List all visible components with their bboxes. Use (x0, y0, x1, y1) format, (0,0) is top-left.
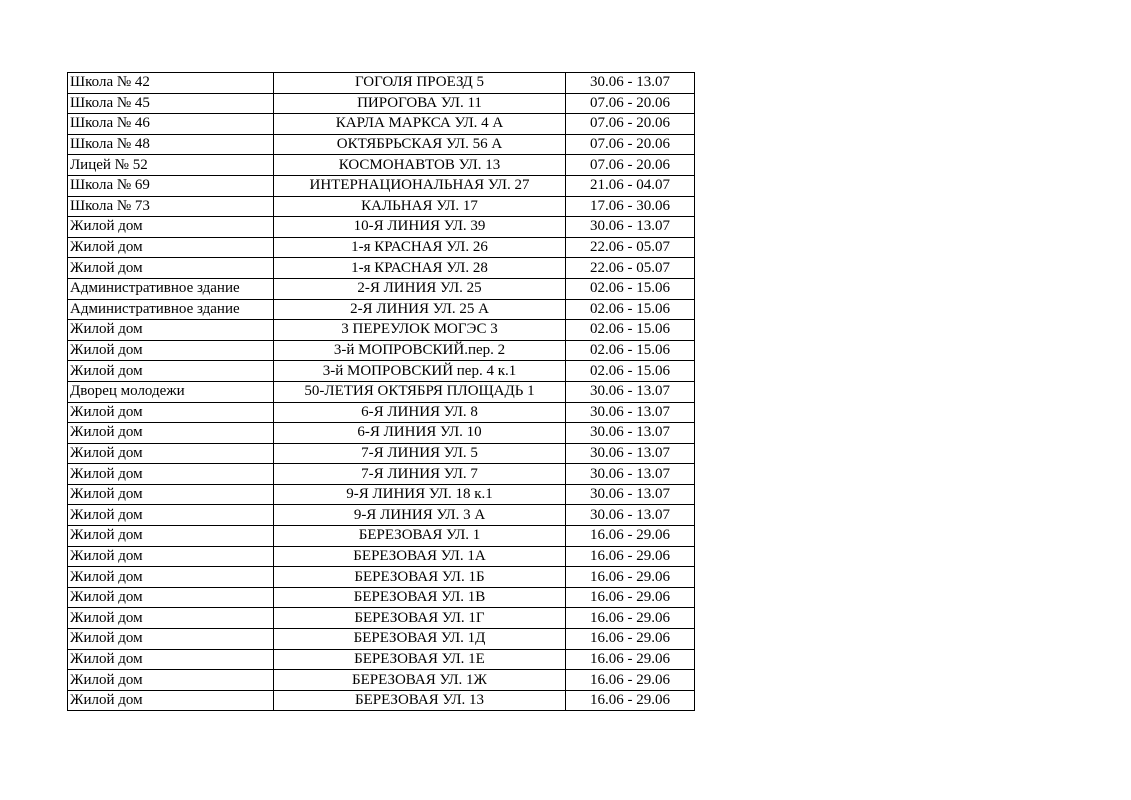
period-cell: 02.06 - 15.06 (566, 320, 695, 341)
period-cell: 07.06 - 20.06 (566, 155, 695, 176)
address-cell: БЕРЕЗОВАЯ УЛ. 13 (274, 690, 566, 711)
address-cell: ПИРОГОВА УЛ. 11 (274, 93, 566, 114)
table-row (68, 526, 695, 547)
object-name-cell: Школа № 42 (68, 73, 274, 94)
period-cell: 21.06 - 04.07 (566, 175, 695, 196)
table-row (68, 196, 695, 217)
object-name-cell: Жилой дом (68, 237, 274, 258)
address-cell: 50-ЛЕТИЯ ОКТЯБРЯ ПЛОЩАДЬ 1 (274, 381, 566, 402)
period-cell: 16.06 - 29.06 (566, 629, 695, 650)
period-cell: 30.06 - 13.07 (566, 464, 695, 485)
address-cell: БЕРЕЗОВАЯ УЛ. 1 (274, 526, 566, 547)
period-cell: 16.06 - 29.06 (566, 670, 695, 691)
object-name-cell: Жилой дом (68, 402, 274, 423)
period-cell: 30.06 - 13.07 (566, 443, 695, 464)
period-cell: 16.06 - 29.06 (566, 649, 695, 670)
period-cell: 30.06 - 13.07 (566, 402, 695, 423)
address-cell: 10-Я ЛИНИЯ УЛ. 39 (274, 217, 566, 238)
period-cell: 07.06 - 20.06 (566, 114, 695, 135)
table-row (68, 629, 695, 650)
period-cell: 17.06 - 30.06 (566, 196, 695, 217)
table-row (68, 361, 695, 382)
table-row (68, 278, 695, 299)
object-name-cell: Жилой дом (68, 649, 274, 670)
address-cell: БЕРЕЗОВАЯ УЛ. 1А (274, 546, 566, 567)
object-name-cell: Жилой дом (68, 340, 274, 361)
period-cell: 02.06 - 15.06 (566, 278, 695, 299)
object-name-cell: Школа № 69 (68, 175, 274, 196)
address-cell: 6-Я ЛИНИЯ УЛ. 10 (274, 423, 566, 444)
object-name-cell: Жилой дом (68, 587, 274, 608)
address-cell: БЕРЕЗОВАЯ УЛ. 1Е (274, 649, 566, 670)
table-row (68, 423, 695, 444)
object-name-cell: Жилой дом (68, 670, 274, 691)
period-cell: 30.06 - 13.07 (566, 484, 695, 505)
address-cell: БЕРЕЗОВАЯ УЛ. 1Д (274, 629, 566, 650)
address-cell: БЕРЕЗОВАЯ УЛ. 1Б (274, 567, 566, 588)
object-name-cell: Школа № 45 (68, 93, 274, 114)
period-cell: 30.06 - 13.07 (566, 217, 695, 238)
period-cell: 02.06 - 15.06 (566, 299, 695, 320)
table-row (68, 134, 695, 155)
table-row (68, 93, 695, 114)
table-row (68, 587, 695, 608)
period-cell: 16.06 - 29.06 (566, 690, 695, 711)
object-name-cell: Дворец молодежи (68, 381, 274, 402)
table-row (68, 381, 695, 402)
table-row (68, 217, 695, 238)
object-name-cell: Жилой дом (68, 320, 274, 341)
object-name-cell: Жилой дом (68, 608, 274, 629)
address-cell: 1-я КРАСНАЯ УЛ. 28 (274, 258, 566, 279)
schedule-table (67, 72, 695, 711)
period-cell: 22.06 - 05.07 (566, 258, 695, 279)
period-cell: 02.06 - 15.06 (566, 340, 695, 361)
table-row (68, 402, 695, 423)
table-row (68, 155, 695, 176)
object-name-cell: Жилой дом (68, 526, 274, 547)
table-row (68, 73, 695, 94)
period-cell: 07.06 - 20.06 (566, 134, 695, 155)
table-row (68, 505, 695, 526)
table-row (68, 464, 695, 485)
address-cell: 3-й МОПРОВСКИЙ.пер. 2 (274, 340, 566, 361)
table-row (68, 670, 695, 691)
object-name-cell: Жилой дом (68, 629, 274, 650)
object-name-cell: Лицей № 52 (68, 155, 274, 176)
period-cell: 16.06 - 29.06 (566, 567, 695, 588)
object-name-cell: Жилой дом (68, 423, 274, 444)
address-cell: КОСМОНАВТОВ УЛ. 13 (274, 155, 566, 176)
address-cell: ИНТЕРНАЦИОНАЛЬНАЯ УЛ. 27 (274, 175, 566, 196)
object-name-cell: Школа № 46 (68, 114, 274, 135)
address-cell: 3 ПЕРЕУЛОК МОГЭС 3 (274, 320, 566, 341)
address-cell: БЕРЕЗОВАЯ УЛ. 1Г (274, 608, 566, 629)
period-cell: 16.06 - 29.06 (566, 546, 695, 567)
table-row (68, 175, 695, 196)
object-name-cell: Административное здание (68, 299, 274, 320)
address-cell: КАЛЬНАЯ УЛ. 17 (274, 196, 566, 217)
table-row (68, 340, 695, 361)
address-cell: БЕРЕЗОВАЯ УЛ. 1Ж (274, 670, 566, 691)
address-cell: БЕРЕЗОВАЯ УЛ. 1В (274, 587, 566, 608)
address-cell: 7-Я ЛИНИЯ УЛ. 5 (274, 443, 566, 464)
table-row (68, 567, 695, 588)
address-cell: 9-Я ЛИНИЯ УЛ. 18 к.1 (274, 484, 566, 505)
table-row (68, 649, 695, 670)
address-cell: 1-я КРАСНАЯ УЛ. 26 (274, 237, 566, 258)
address-cell: ОКТЯБРЬСКАЯ УЛ. 56 А (274, 134, 566, 155)
table-row (68, 608, 695, 629)
table-row (68, 299, 695, 320)
table-row (68, 258, 695, 279)
period-cell: 02.06 - 15.06 (566, 361, 695, 382)
period-cell: 22.06 - 05.07 (566, 237, 695, 258)
object-name-cell: Жилой дом (68, 443, 274, 464)
period-cell: 16.06 - 29.06 (566, 587, 695, 608)
object-name-cell: Жилой дом (68, 567, 274, 588)
table-row (68, 237, 695, 258)
object-name-cell: Жилой дом (68, 361, 274, 382)
period-cell: 30.06 - 13.07 (566, 505, 695, 526)
period-cell: 07.06 - 20.06 (566, 93, 695, 114)
object-name-cell: Школа № 73 (68, 196, 274, 217)
period-cell: 16.06 - 29.06 (566, 608, 695, 629)
address-cell: КАРЛА МАРКСА УЛ. 4 А (274, 114, 566, 135)
period-cell: 16.06 - 29.06 (566, 526, 695, 547)
object-name-cell: Жилой дом (68, 546, 274, 567)
period-cell: 30.06 - 13.07 (566, 73, 695, 94)
table-row (68, 546, 695, 567)
table-row (68, 443, 695, 464)
address-cell: 2-Я ЛИНИЯ УЛ. 25 (274, 278, 566, 299)
address-cell: 6-Я ЛИНИЯ УЛ. 8 (274, 402, 566, 423)
object-name-cell: Жилой дом (68, 505, 274, 526)
period-cell: 30.06 - 13.07 (566, 423, 695, 444)
object-name-cell: Жилой дом (68, 258, 274, 279)
address-cell: 3-й МОПРОВСКИЙ пер. 4 к.1 (274, 361, 566, 382)
period-cell: 30.06 - 13.07 (566, 381, 695, 402)
schedule-table-body (68, 73, 695, 711)
table-row (68, 690, 695, 711)
object-name-cell: Жилой дом (68, 217, 274, 238)
table-row (68, 114, 695, 135)
address-cell: 7-Я ЛИНИЯ УЛ. 7 (274, 464, 566, 485)
table-row (68, 484, 695, 505)
address-cell: ГОГОЛЯ ПРОЕЗД 5 (274, 73, 566, 94)
object-name-cell: Жилой дом (68, 464, 274, 485)
address-cell: 9-Я ЛИНИЯ УЛ. 3 А (274, 505, 566, 526)
object-name-cell: Административное здание (68, 278, 274, 299)
object-name-cell: Жилой дом (68, 690, 274, 711)
address-cell: 2-Я ЛИНИЯ УЛ. 25 А (274, 299, 566, 320)
object-name-cell: Жилой дом (68, 484, 274, 505)
object-name-cell: Школа № 48 (68, 134, 274, 155)
table-row (68, 320, 695, 341)
